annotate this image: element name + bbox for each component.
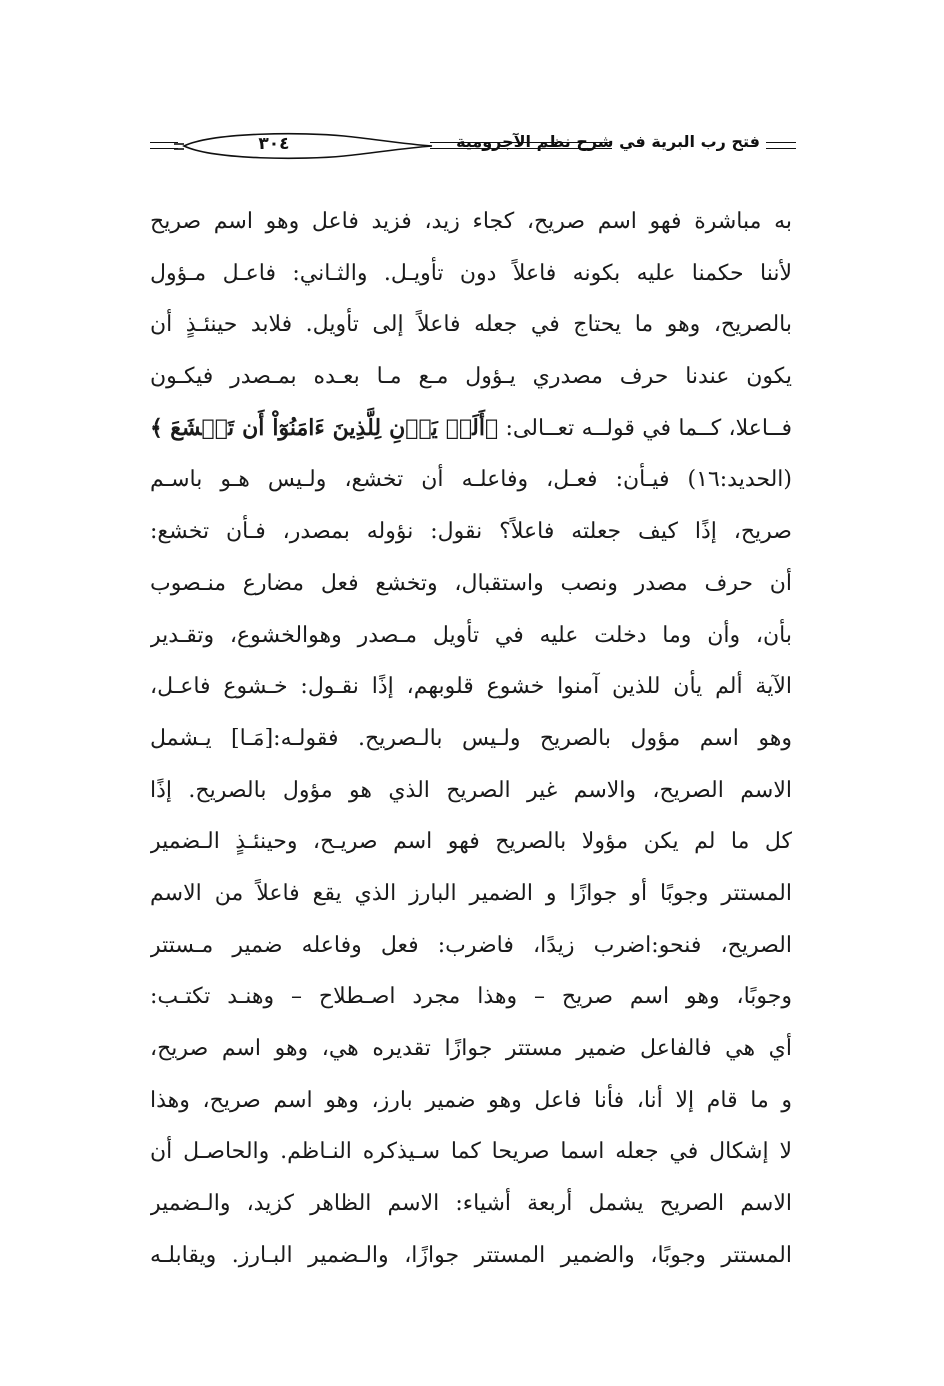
text-line: المستتر وجوبًا أو جوازًا و الضمير البارز الذي يقع فاعلاً من الاسم [150, 880, 792, 906]
verse-open-bracket: ﴿ [484, 414, 499, 441]
text-line: الصريح، فنحو:اضرب زيدًا، فاضرب: فعل وفاعله ضمير مـستتر [150, 932, 792, 958]
verse-line [150, 403, 792, 455]
running-header [150, 128, 796, 164]
header-title: فتح رب البرية في شرح نظم الآجرومية [456, 132, 760, 151]
page-number-badge [174, 130, 434, 160]
text-line: صريح، إذًا كيف جعلته فاعلاً؟ نقول: نؤوله بمصدر، فـأن تخشع: [150, 519, 792, 545]
verse-prefix: فــاعلا، كــما في قولــه تعــالى: [505, 415, 792, 441]
header-rule-right [766, 142, 796, 149]
text-line: الآية ألم يأن للذين آمنوا خشوع قلوبهم، إذًا نقـول: خـشوع فاعـل، [150, 674, 792, 700]
header-rule-middle [430, 142, 612, 149]
text-line: أي هي فالفاعل ضمير مستتر جوازًا تقديره هي، وهو اسم صريح، [150, 1036, 792, 1061]
text-line: و ما قام إلا أنا، فأنا فاعل وهو ضمير بارز، وهو اسم صريح، وهذا [150, 1087, 792, 1113]
text-line: وجوبًا، وهو اسم صريح – وهذا مجرد اصـطلاح – وهنـد تكتـب: [150, 984, 792, 1010]
text-line: به مباشرة فهو اسم صريح، كجاء زيد، فزيد فاعل وهو اسم صريح [150, 209, 792, 234]
verse-close-bracket: ﴾ [150, 414, 163, 441]
quran-verse: أَلَمۡ يَأۡنِ لِلَّذِينَ ءَامَنُوٓاْ أَن تَخۡشَعَ [170, 414, 485, 441]
text-line: لأننا حكمنا عليه بكونه فاعلاً دون تأويـل. والثـاني: فاعـل مـؤول [150, 260, 792, 286]
text-line: وهو اسم مؤول بالصريح ولـيس بالـصريح. فقولـه:[مَـا] يـشمل [150, 725, 792, 751]
page-number: ٣٠٤ [258, 134, 290, 154]
text-line: بالصريح، وهو ما يحتاج في جعله فاعلاً إلى تأويل. فلابد حينئـذٍ أن [150, 312, 792, 338]
text-line: لا إشكال في جعله اسما صريحا كما سـيذكره النـاظم. والحاصـل أن [150, 1139, 792, 1165]
text-line: (الحديد:١٦) فيـأن: فعـل، وفاعلـه أن تخشع، ولـيس هـو باسـم [150, 467, 792, 493]
body-text [150, 196, 792, 1281]
text-line: يكون عندنا حرف مصدري يـؤول مـع مـا بعـده بمـصدر فيكـون [150, 364, 792, 390]
text-line: الاسم الصريح، والاسم غير الصريح الذي هو مؤول بالصريح. إذًا [150, 777, 792, 803]
header-rule-left [150, 142, 178, 149]
text-line: أن حرف مصدر ونصب واستقبال، وتخشع فعل مضارع منـصوب [150, 570, 792, 596]
text-line: كل ما لم يكن مؤولا بالصريح فهو اسم صريـح، وحينئـذٍ الـضمير [150, 829, 792, 855]
text-line: المستتر وجوبًا، والضمير المستتر جوازًا، والـضمير البـارز. ويقابلـه [150, 1242, 792, 1268]
text-line: الاسم الصريح يشمل أربعة أشياء: الاسم الظاهر كزيد، والـضمير [150, 1191, 792, 1217]
text-line: بأن، وأن وما دخلت عليه في تأويل مـصدر وهوالخشوع، وتقـدير [150, 622, 792, 648]
